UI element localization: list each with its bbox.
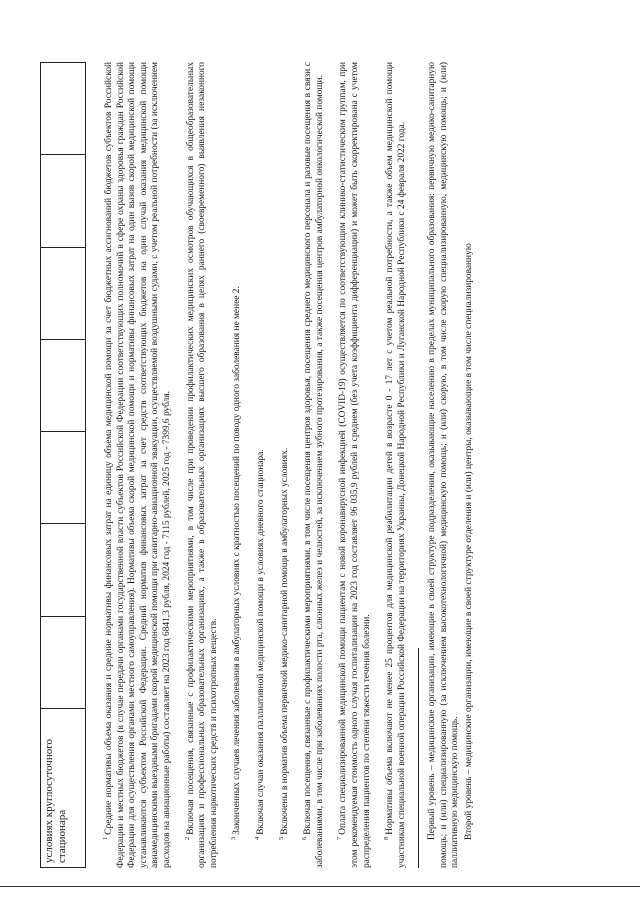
footnote [276,62,292,868]
table-cell [41,432,86,524]
table-cell [41,616,86,708]
footnote [252,62,268,868]
footnote-text: Нормативы объема включают не менее 25 процентов для медицинской реабилитации детей в возрасте 0 - 17 лет с учетом реальной потребности, а также объем медицинской помощи участникам специальной военной операции Российской Федерации на территориях Украины, Донецкой Народной Республики и Луганской Народной Республики с 24 февраля 2022 года. [385,62,407,868]
footnote [228,62,244,868]
level-definition: Первый уровень – медицинские организации, имеющие в своей структуре подразделения, оказывающие населению в пределах муниципального образования: первичную медико-санитарную помощь; и (или) специализированную (за исключением высокотехнологичной) медицинскую помощь; и (или) скорую, в том числе скорую специализированную, медицинскую помощь; и (или) паллиативную медицинскую помощь. [427,62,461,868]
footnote-number: 5 [277,836,285,840]
footnote-number: 7 [336,836,344,840]
table-cell [41,339,86,431]
footnote-number: 1 [102,836,109,840]
footnote-text: Оплата специализированной медицинской помощи пациентам с новой коронавирусной инфекцией (COVID-19) осуществляется по соответствующим клинико-статистическим группам, при этом рекомендуемая стоимость одного случая госпитализации на 2023 год составляет 96 035,9 рублей в среднем (без учета коэффициента дифференциации) и может быть скорректирована с учетом распределения пациентов по степени тяжести течения болезни. [338,62,372,868]
footnote-text: Включая случаи оказания паллиативной медицинской помощи в условиях дневного стационара. [255,449,266,835]
table-cell [41,155,86,247]
scan-edge-line [0,886,640,887]
table-cell [41,524,86,616]
footnote-number: 3 [230,836,238,840]
footnote-text: Включая посещения, связанные с профилактическими мероприятиями, в том числе посещения центров здоровья, посещения среднего медицинского персонала и разовые посещения в связи с заболеваниями, в том числе при заболеваниях полости рта, слюнных желез и челюстей, за исключением зубного протезирования, а также посещения центров амбулаторной онкологической помощи. [303,62,325,868]
table-cell [41,63,86,155]
footnote-text: Включая посещения, связанные с профилактическими мероприятиями, в том числе при проведении профилактических медицинских осмотров обучающихся в общеобразовательных организациях и профессиональных образовательных организациях, а также в образовательных организациях высшего образования в целях раннего (своевременного) выявления незаконного потребления наркотических средств и психотропных веществ. [185,62,219,868]
footnote [100,62,174,868]
footnote [299,62,326,868]
footnote-number: 8 [383,836,391,840]
footnote [182,62,221,868]
footnote [334,62,373,868]
table-row [41,63,86,868]
separator-line [418,648,419,868]
table-row-label: условиях круглосуточного стационара [41,709,86,868]
footnote-text: Законченных случаев лечения заболевания в амбулаторных условиях с кратностью посещений по поводу одного заболевания не менее 2. [232,286,243,835]
footnote-text: Включены в норматив объема первичной медико-санитарной помощи в амбулаторных условиях. [279,447,290,835]
footnote-text: Средние нормативы объема оказания и средние нормативы финансовых затрат на единицу объема медицинской помощи за счет бюджетных ассигнований бюджетов субъектов Российской Федерации и местных бюджетов (в случае передачи органами государственной власти субъектов Российской Федерации соответствующих полномочий в сфере охраны здоровья граждан Российской Федерации для осуществления органами местного самоуправления). Нормативы объема скорой медицинской помощи и нормативы финансовых затрат на один вызов скорой медицинской помощи устанавливаются субъектом Российской Федерации. Средний норматив финансовых затрат за счет средств соответствующих бюджетов на один случай оказания медицинской помощи авиамедицинскими выездными бригадами скорой медицинской помощи при санитарно-авиационной эвакуации, осуществляемой воздушными судами, с учетом реальной потребности (за исключением расходов на авиационные работы) составляет на 2023 год 6841,3 рубля, 2024 год - 7115 рублей, 2025 год - 7399,6 рубля. [104,62,172,868]
norms-table-fragment [40,62,86,868]
footnote-number: 2 [183,836,191,840]
footnote [381,62,408,868]
level-definition: Второй уровень – медицинские организации, имеющие в своей структуре отделения и (или) центры, оказывающие в том числе специализированную [464,243,475,840]
footnote-number: 6 [301,836,309,840]
footnotes-section [100,62,478,868]
footnote-number: 4 [253,836,261,840]
table-cell [41,247,86,339]
rotated-page-content [40,38,605,868]
